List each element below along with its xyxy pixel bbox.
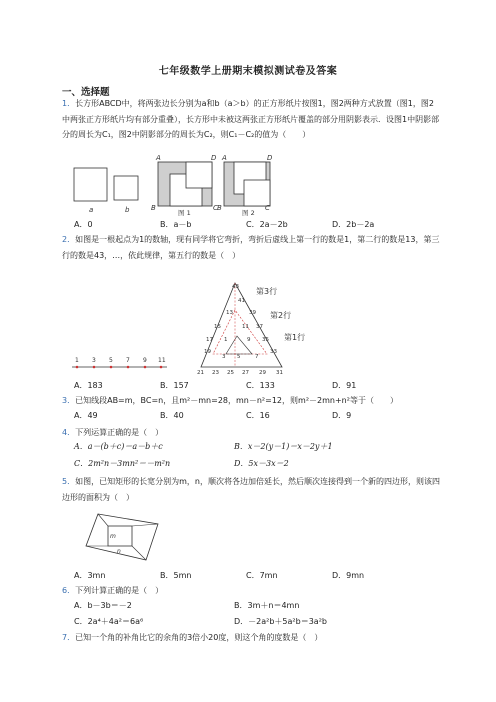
svg-text:19: 19 <box>204 349 211 355</box>
square-b <box>114 176 138 200</box>
q6-options-row1 <box>74 600 454 612</box>
q4-options-row1 <box>74 441 454 453</box>
option-b[interactable]: B．a－b <box>160 220 192 229</box>
svg-text:37: 37 <box>256 324 263 330</box>
svg-text:3: 3 <box>222 354 226 360</box>
svg-text:11: 11 <box>242 324 249 330</box>
svg-text:9: 9 <box>143 357 147 364</box>
question-number: 2． <box>62 235 76 244</box>
svg-text:D: D <box>211 154 217 162</box>
q1-options <box>74 219 454 231</box>
svg-text:15: 15 <box>214 324 221 330</box>
svg-text:第3行: 第3行 <box>256 287 278 296</box>
label-b: b <box>125 206 130 214</box>
question-3 <box>62 393 440 409</box>
q2-figure <box>72 278 372 374</box>
option-d[interactable]: D．91 <box>332 381 357 390</box>
square-a <box>74 168 107 201</box>
option-a[interactable]: A．a－(b＋c)＝a－b＋c <box>74 442 163 451</box>
question-number: 3． <box>62 396 76 405</box>
question-text: 下列运算正确的是（ ） <box>75 428 164 437</box>
option-c[interactable]: C．16 <box>246 411 270 420</box>
svg-text:1: 1 <box>75 357 79 364</box>
question-number: 4． <box>62 428 76 437</box>
option-b[interactable]: B．40 <box>160 411 184 420</box>
svg-text:B: B <box>151 204 156 212</box>
option-c[interactable]: C．2m²n－3mn²＝－m²n <box>74 459 171 468</box>
q3-options <box>74 410 454 422</box>
svg-text:21: 21 <box>197 370 204 374</box>
option-d[interactable]: D．9 <box>332 411 352 420</box>
figure-2 <box>217 154 272 217</box>
question-2 <box>62 232 440 263</box>
label-n: n <box>117 548 121 555</box>
option-d[interactable]: D．－2a²b＋5a²b＝3a²b <box>234 617 327 626</box>
svg-text:C: C <box>265 204 270 212</box>
question-text: 已知线段AB=m，BC=n，且m²－mn=28，mn－n²=12，则m²－2mn+n²等于（ ） <box>75 396 398 405</box>
option-a[interactable]: A．0 <box>74 220 93 229</box>
svg-text:33: 33 <box>270 349 277 355</box>
svg-text:13: 13 <box>226 310 233 316</box>
svg-text:7: 7 <box>126 357 130 364</box>
svg-text:29: 29 <box>259 370 266 374</box>
q1-figure <box>72 152 272 218</box>
option-b[interactable]: B．3m＋n＝4mn <box>234 601 300 610</box>
option-c[interactable]: C．7mn <box>246 571 278 580</box>
question-6 <box>62 583 440 599</box>
svg-text:B: B <box>217 204 222 212</box>
question-5 <box>62 474 440 505</box>
question-text: 长方形ABCD中，将两张边长分别为a和b（a＞b）的正方形纸片按图1，图2两种方式放置（图1，图2中两张正方形纸片均有部分重叠），长方形中未被这两张正方形纸片覆盖的部分用阴影表示．设图1中阴影部分的周长为C₁，图2中阴影部分的周长为C₂，则C₁－C₂的值为（ ） <box>62 99 440 139</box>
question-number: 5． <box>62 477 76 486</box>
svg-text:11: 11 <box>158 357 166 364</box>
svg-text:D: D <box>267 154 272 162</box>
option-a[interactable]: A．3mn <box>74 571 106 580</box>
svg-text:A: A <box>156 154 161 162</box>
svg-text:第1行: 第1行 <box>284 333 306 342</box>
svg-text:41: 41 <box>238 298 245 304</box>
number-line-labels <box>75 357 166 364</box>
svg-text:39: 39 <box>249 310 256 316</box>
q5-figure <box>84 512 164 562</box>
svg-text:5: 5 <box>109 357 113 364</box>
option-d[interactable]: D．9mn <box>332 571 365 580</box>
triangle-numbers <box>197 284 283 374</box>
svg-text:35: 35 <box>262 337 269 343</box>
question-text: 如图，已知矩形的长宽分别为m，n，顺次将各边加倍延长，然后顺次连接得到一个新的四边形，则该四边形的面积为（ ） <box>62 477 440 502</box>
option-d[interactable]: D．5x－3x＝2 <box>234 459 289 468</box>
question-number: 6． <box>62 586 76 595</box>
svg-text:5: 5 <box>237 354 241 360</box>
section-heading: 一、选择题 <box>62 87 110 98</box>
q5-options <box>74 570 454 582</box>
svg-text:3: 3 <box>92 357 96 364</box>
svg-text:23: 23 <box>212 370 219 374</box>
svg-text:7: 7 <box>255 354 259 360</box>
option-c[interactable]: C．2a－2b <box>246 220 288 229</box>
question-number: 1． <box>62 99 76 108</box>
svg-text:25: 25 <box>227 370 234 374</box>
question-4 <box>62 425 440 441</box>
label-m: m <box>110 533 116 540</box>
q2-options <box>74 380 454 392</box>
question-text: 已知一个角的补角比它的余角的3倍小20度，则这个角的度数是（ ） <box>75 633 323 642</box>
q4-options-row2 <box>74 458 454 470</box>
svg-text:C: C <box>213 204 218 212</box>
option-b[interactable]: B．157 <box>160 381 189 390</box>
label-a: a <box>89 206 94 214</box>
svg-text:1: 1 <box>224 337 228 343</box>
question-7 <box>62 630 440 646</box>
svg-text:第2行: 第2行 <box>270 311 292 320</box>
option-a[interactable]: A．49 <box>74 411 98 420</box>
question-1 <box>62 96 440 143</box>
square-b-fig2 <box>244 180 270 206</box>
page-title: 七年级数学上册期末模拟测试卷及答案 <box>158 66 338 77</box>
option-c[interactable]: C．2a⁴＋4a²＝6a⁶ <box>74 617 144 626</box>
option-b[interactable]: B．5mn <box>160 571 192 580</box>
figure-1-caption: 图 1 <box>178 209 191 217</box>
question-number: 7． <box>62 633 76 642</box>
svg-text:17: 17 <box>206 337 213 343</box>
question-text: 下列计算正确的是（ ） <box>75 586 164 595</box>
option-c[interactable]: C．133 <box>246 381 275 390</box>
svg-text:43: 43 <box>232 284 239 290</box>
outer-quadrilateral <box>86 514 158 560</box>
option-a[interactable]: A．b－3b＝－2 <box>74 601 132 610</box>
option-a[interactable]: A．183 <box>74 381 103 390</box>
option-b[interactable]: B．x－2(y－1)＝x－2y＋1 <box>234 442 333 451</box>
svg-text:A: A <box>222 154 227 162</box>
figure-2-caption: 图 2 <box>242 209 255 217</box>
q6-options-row2 <box>74 616 454 628</box>
square-b-fig1 <box>186 162 212 188</box>
option-d[interactable]: D．2b－2a <box>332 220 375 229</box>
question-text: 如图是一根起点为1的数轴，现有同学将它弯折，弯折后虚线上第一行的数是1，第二行的数是13，第三行的数是43，…，依此规律，第五行的数是（ ） <box>62 235 440 260</box>
svg-text:9: 9 <box>247 337 251 343</box>
svg-text:27: 27 <box>242 370 249 374</box>
svg-text:31: 31 <box>276 370 283 374</box>
figure-1 <box>151 154 218 217</box>
